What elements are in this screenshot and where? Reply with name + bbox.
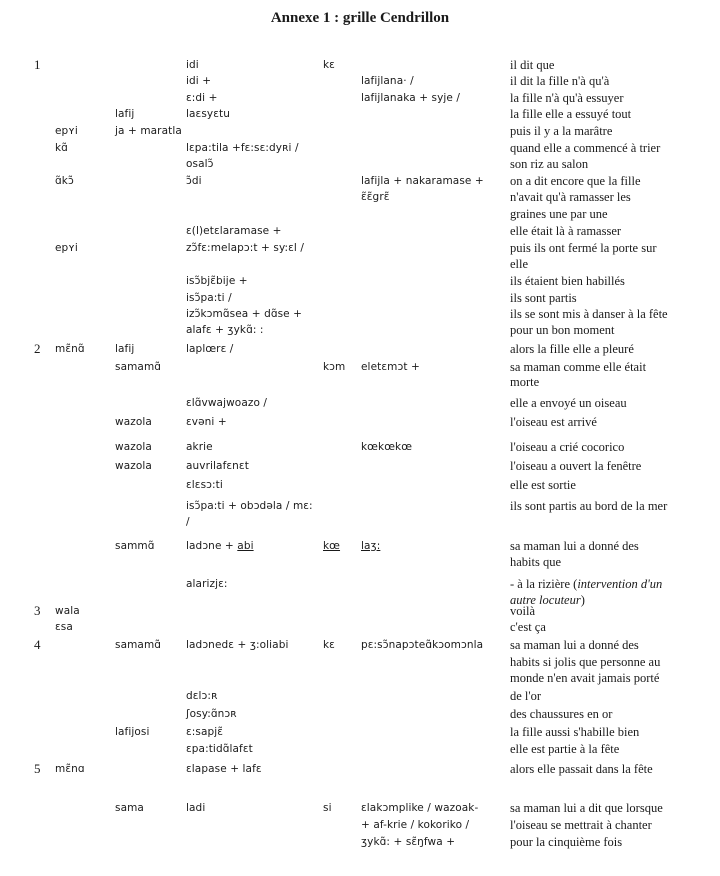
verb-cell: ɛlapase + lafɛ (186, 763, 262, 775)
complement-cell: eletɛmɔt + (361, 361, 420, 373)
translation-cell: la fille n'à qu'à essuyer (510, 91, 624, 105)
connector-cell: epʏi (55, 125, 78, 137)
line-number: 3 (34, 603, 41, 618)
verb-cell: alarizjɛ: (186, 578, 228, 590)
translation-cell: sa maman lui a donné des (510, 539, 639, 553)
subject-cell: lafij (115, 108, 135, 120)
translation-cell: elle est sortie (510, 478, 576, 492)
translation-cell: pour un bon moment (510, 323, 615, 337)
line-number: 5 (34, 761, 41, 776)
connector-cell: wala (55, 605, 80, 617)
translation-cell: la fille aussi s'habille bien (510, 725, 640, 739)
connector-cell: ɛsa (55, 621, 73, 633)
verb-cell: isɔ̃pa:ti / (186, 292, 232, 304)
translation-cell: puis ils ont fermé la porte sur (510, 241, 657, 255)
translation-cell: pour la cinquième fois (510, 835, 623, 849)
verb-cell: alafɛ + ʒykɑ̃: : (186, 324, 264, 336)
verb-cell: ɛ(l)etɛlaramase + (186, 225, 282, 237)
translation-cell: habits si jolis que personne au (510, 655, 661, 669)
verb-cell: dɛlɔ:ʀ (186, 690, 218, 702)
verb-cell: laplœrɛ / (186, 343, 234, 355)
conjunction-cell: kɔm (323, 361, 346, 373)
verb-cell: ɛvəni + (186, 416, 227, 428)
translation-cell: morte (510, 375, 540, 389)
translation-cell: quand elle a commencé à trier (510, 141, 661, 155)
connector-cell: mɛ̃nɑ̃ (55, 343, 85, 355)
translation-cell: habits que (510, 555, 562, 569)
verb-cell: / (186, 516, 190, 528)
translation-cell: sa maman lui a donné des (510, 638, 639, 652)
translation-cell: alors elle passait dans la fête (510, 762, 653, 776)
translation-cell: l'oiseau se mettrait à chanter (510, 818, 652, 832)
verb-cell: ɛpa:tidɑ̃lafɛt (186, 743, 253, 755)
complement-cell: lafijlanaka + syje / (361, 92, 461, 104)
connector-cell: kɑ̃ (55, 142, 68, 154)
verb-cell: ʃosy:ɑ̃nɔʀ (186, 708, 237, 720)
verb-cell: auvrilafɛnɛt (186, 460, 249, 472)
verb-cell: ɛ:sapjɛ̃ (186, 726, 224, 738)
verb-cell: ɛlɛsɔ:ti (186, 479, 223, 491)
translation-cell: ils étaient bien habillés (510, 274, 625, 288)
subject-cell: lafijosi (115, 726, 150, 738)
page-title: Annexe 1 : grille Cendrillon (270, 10, 450, 26)
translation-cell: ils sont partis (510, 291, 577, 305)
line-number: 2 (34, 341, 41, 356)
verb-cell: ɔ̃di (186, 175, 202, 187)
conjunction-cell: kɛ (323, 59, 335, 71)
subject-cell: sama (115, 802, 144, 814)
translation-cell: sa maman lui a dit que lorsque (510, 801, 663, 815)
translation-cell: monde n'en avait jamais porté (510, 671, 660, 685)
translation-cell: ils se sont mis à danser à la fête (510, 307, 668, 321)
translation-cell: de l'or (510, 689, 542, 703)
verb-cell: isɔ̃pa:ti + obɔdəla / mɛ: (186, 500, 313, 512)
translation-cell: elle (510, 257, 529, 271)
translation-cell: il dit la fille n'à qu'à (510, 74, 610, 88)
line-number: 1 (34, 57, 41, 72)
translation-cell: sa maman comme elle était (510, 360, 647, 374)
translation-cell: des chaussures en or (510, 707, 613, 721)
translation-cell: l'oiseau a ouvert la fenêtre (510, 459, 642, 473)
connector-cell: mɛ̃nɑ (55, 763, 85, 775)
line-number: 4 (34, 637, 41, 652)
translation-cell: - à la rizière (intervention d'un (510, 577, 663, 591)
conjunction-cell: kœ (323, 540, 341, 552)
verb-cell: izɔ̃kɔmɑ̃sea + dɑ̃se + (186, 308, 303, 320)
translation-cell: c'est ça (510, 620, 546, 634)
translation-cell: l'oiseau a crié cocorico (510, 440, 625, 454)
subject-cell: samamɑ̃ (115, 361, 162, 373)
translation-cell: ils sont partis au bord de la mer (510, 499, 668, 513)
verb-cell: ɛlɑ̃vwajwoazo / (186, 397, 268, 409)
complement-cell: + af-krie / kokoriko / (361, 819, 470, 831)
subject-cell: samamɑ̃ (115, 639, 162, 651)
verb-cell: isɔ̃bjɛ̃bije + (186, 275, 248, 287)
translation-cell: elle était là à ramasser (510, 224, 622, 238)
translation-cell: puis il y a la marâtre (510, 124, 613, 138)
complement-cell: laʒ: (361, 540, 381, 552)
complement-cell: lafijlana· / (361, 75, 414, 87)
connector-cell: epʏi (55, 242, 78, 254)
conjunction-cell: kɛ (323, 639, 335, 651)
complement-cell: kœkœkœ (361, 441, 413, 453)
translation-cell: graines une par une (510, 207, 608, 221)
verb-cell: ladɔne + abi (186, 540, 254, 552)
translation-cell: l'oiseau est arrivé (510, 415, 597, 429)
verb-cell: laɛsyɛtu (186, 108, 230, 120)
verb-cell: idi (186, 59, 199, 71)
verb-cell: ɛ:di + (186, 92, 218, 104)
complement-cell: ʒykɑ̃: + sɛ̃ŋfwa + (361, 836, 456, 848)
verb-cell: akrie (186, 441, 213, 453)
verb-cell: lɛpa:tila +fɛ:sɛ:dyʀi / (186, 142, 299, 154)
subject-cell: wazola (115, 416, 152, 428)
translation-cell: son riz au salon (510, 157, 589, 171)
connector-cell: ɑ̃kɔ̃ (55, 175, 74, 187)
verb-cell: idi + (186, 75, 212, 87)
translation-cell: autre locuteur) (510, 593, 585, 607)
translation-cell: il dit que (510, 58, 555, 72)
translation-cell: n'avait qu'à ramasser les (510, 190, 631, 204)
verb-cell: zɔ̃fɛ:melapɔ:t + sy:ɛl / (186, 242, 305, 254)
translation-cell: on a dit encore que la fille (510, 174, 641, 188)
subject-cell: wazola (115, 460, 152, 472)
verb-cell: ladi (186, 802, 206, 814)
subject-cell: ja + maratla (115, 125, 182, 137)
subject-cell: sammɑ̃ (115, 540, 155, 552)
complement-cell: lafijla + nakaramase + (361, 175, 484, 187)
complement-cell: pɛ:sɔ̃napɔteɑ̃kɔomɔnla (361, 639, 484, 651)
subject-cell: lafij (115, 343, 135, 355)
subject-cell: wazola (115, 441, 152, 453)
translation-cell: voilà (510, 604, 535, 618)
translation-cell: alors la fille elle a pleuré (510, 342, 634, 356)
verb-cell: ladɔnedɛ + ʒ:oliabi (186, 639, 289, 651)
complement-cell: ɛ̃ɛ̃grɛ̃ (361, 191, 390, 203)
translation-cell: la fille elle a essuyé tout (510, 107, 632, 121)
translation-cell: elle est partie à la fête (510, 742, 620, 756)
translation-cell: elle a envoyé un oiseau (510, 396, 627, 410)
complement-cell: ɛlakɔmplike / wazoak- (361, 802, 479, 814)
verb-cell: osalɔ̃ (186, 158, 214, 170)
conjunction-cell: si (323, 802, 332, 814)
